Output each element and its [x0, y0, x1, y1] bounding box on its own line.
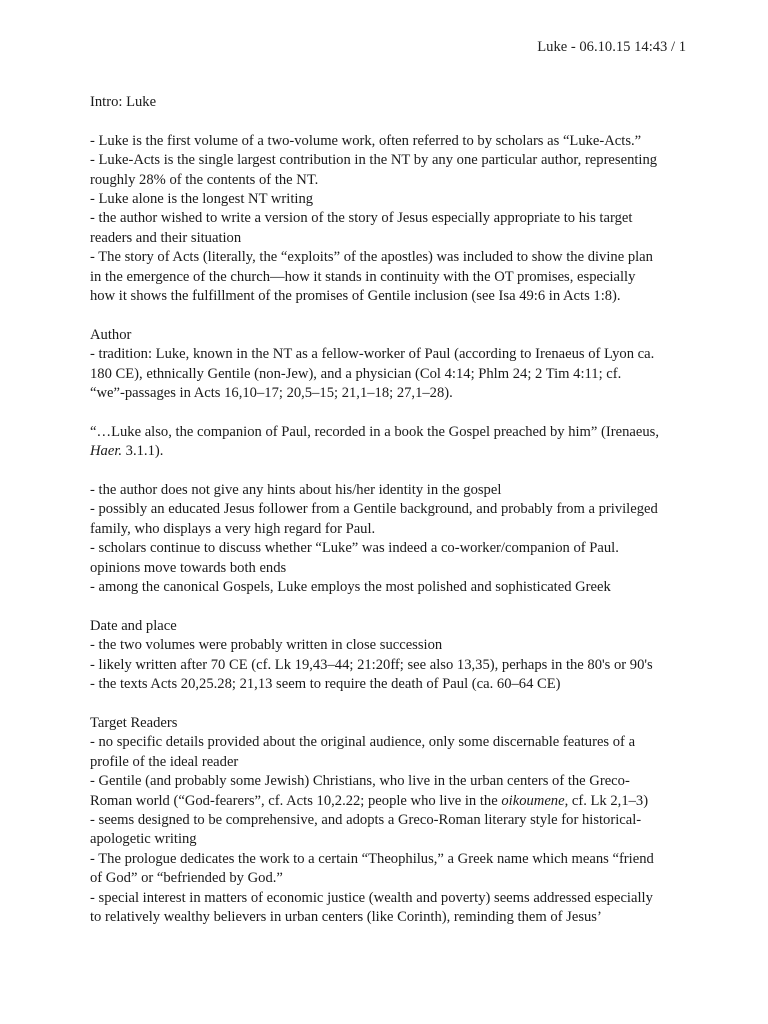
text-line: roughly 28% of the contents of the NT. [90, 171, 319, 188]
quote-line: “…Luke also, the companion of Paul, recorded in a book the Gospel preached by him” (Irenaeus, [90, 423, 659, 440]
text-line: - the texts Acts 20,25.28; 21,13 seem to require the death of Paul (ca. 60–64 CE) [90, 676, 561, 693]
page-header: Luke - 06.10.15 14:43 / 1 [537, 39, 686, 55]
text-line: - possibly an educated Jesus follower from a Gentile background, and probably from a privileged [90, 501, 658, 518]
section-title-target-readers: Target Readers [90, 714, 178, 731]
text-line: 180 CE), ethnically Gentile (non-Jew), and a physician (Col 4:14; Phlm 24; 2 Tim 4:11; cf. [90, 365, 622, 382]
text-line: “we”-passages in Acts 16,10–17; 20,5–15; 21,1–18; 27,1–28). [90, 385, 453, 402]
quote-citation-rest: 3.1.1). [122, 443, 164, 460]
section-title-author: Author [90, 326, 132, 343]
text-line: - likely written after 70 CE (cf. Lk 19,43–44; 21:20ff; see also 13,35), perhaps in the 80's or 90's [90, 656, 653, 673]
text-line: of God” or “befriended by God.” [90, 870, 283, 887]
text-line: how it shows the fulfillment of the promises of Gentile inclusion (see Isa 49:6 in Acts 1:8). [90, 288, 621, 305]
text-segment: , cf. Lk 2,1–3) [564, 792, 649, 809]
text-line: profile of the ideal reader [90, 753, 239, 770]
text-line: to relatively wealthy believers in urban centers (like Corinth), reminding them of Jesus’ [90, 908, 602, 925]
text-line: family, who displays a very high regard for Paul. [90, 520, 376, 537]
text-line: - the two volumes were probably written in close succession [90, 637, 443, 654]
text-line: - the author wished to write a version of the story of Jesus especially appropriate to his target [90, 210, 633, 227]
text-line: - tradition: Luke, known in the NT as a fellow-worker of Paul (according to Irenaeus of Lyon ca. [90, 346, 655, 363]
text-line: readers and their situation [90, 229, 242, 246]
text-line: - seems designed to be comprehensive, and adopts a Greco-Roman literary style for historical- [90, 811, 642, 828]
text-line: - no specific details provided about the original audience, only some discernable features of a [90, 734, 636, 751]
text-line: - among the canonical Gospels, Luke employs the most polished and sophisticated Greek [90, 579, 611, 596]
text-line: - The prologue dedicates the work to a certain “Theophilus,” a Greek name which means “friend [90, 850, 654, 867]
text-line: - Luke alone is the longest NT writing [90, 191, 314, 208]
section-title-intro: Intro: Luke [90, 94, 157, 110]
text-line: in the emergence of the church—how it stands in continuity with the OT promises, especially [90, 268, 636, 285]
text-line: - special interest in matters of economic justice (wealth and poverty) seems addressed especially [90, 889, 653, 906]
quote-line [90, 442, 690, 461]
text-italic: oikoumene [501, 792, 565, 809]
text-line: - the author does not give any hints about his/her identity in the gospel [90, 482, 502, 499]
quote-citation-italic: Haer. [90, 443, 123, 460]
text-line: - scholars continue to discuss whether “Luke” was indeed a co-worker/companion of Paul. [90, 540, 619, 557]
document-body [90, 93, 690, 927]
section-title-date-place: Date and place [90, 617, 177, 634]
text-line [90, 792, 690, 811]
text-line: apologetic writing [90, 831, 197, 848]
text-line: - Gentile (and probably some Jewish) Christians, who live in the urban centers of the Greco- [90, 773, 630, 790]
text-line: - Luke-Acts is the single largest contribution in the NT by any one particular author, representing [90, 152, 658, 169]
text-line: opinions move towards both ends [90, 559, 287, 576]
text-line: - Luke is the first volume of a two-volume work, often referred to by scholars as “Luke-Acts.” [90, 132, 642, 149]
text-segment: Roman world (“God-fearers”, cf. Acts 10,2.22; people who live in the [90, 792, 502, 809]
text-line: - The story of Acts (literally, the “exploits” of the apostles) was included to show the divine plan [90, 249, 653, 266]
